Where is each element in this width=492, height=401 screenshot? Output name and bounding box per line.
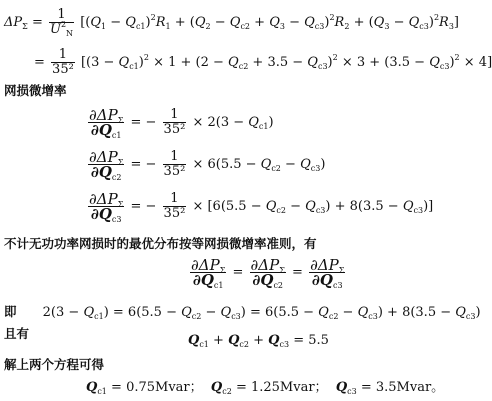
statement-equal-rate: 不计无功功率网损时的最优分布按等网损微增率准则，有 (4, 236, 317, 251)
qie-label: 且有 (4, 326, 30, 341)
derivative-qc3: $\frac{\partial\Delta P_\Sigma}{\partial Q_{c3}}$ = − $\frac{1}{\text{35²}}$ × $[6(5.5 - Q_{c2} - Q_{c3}) + 8(3.5 - Q_{c3})]$ (89, 190, 434, 224)
result-line: $Q_{c1}$ = 0.75Mvar； $Q_{c2}$ = 1.25Mvar； $Q_{c3}$ = 3.5Mvar。 (86, 380, 445, 396)
eq-loss-numeric: = $\frac{1}{\text{35²}}$ $[(3 - Q_{c1})^2 \times 1 + (2 - Q_{c2} + 3.5 - Q_{c3})^2 \times 3 + (3.5 - Q_{c3})^2 \times 4]$ (34, 47, 492, 77)
eq1-body: $[(Q_1 - Q_{c1})^2R_1 + (Q_2 - Q_{c2} + Q_3 - Q_{c3})^2R_2 + (Q_3 - Q_{c3})^2R_3]$ (80, 13, 459, 31)
ji-equation-line: 即 $2(3 - Q_{c1}) = 6(5.5 - Q_{c2} - Q_{c3}) = 6(5.5 - Q_{c2} - Q_{c3}) + 8(3.5 - Q_{c3})$ (4, 304, 481, 321)
eq2-fraction: $\frac{1}{\text{35²}}$ (52, 47, 74, 77)
sum-equation: $Q_{c1} + Q_{c2} + Q_{c3} = 5.5$ (188, 333, 329, 349)
heading-incremental-loss: 网损微增率 (4, 83, 67, 98)
equal-rate-equation: $\frac{\partial\Delta P_\Sigma}{\partial Q_{c1}}$ = $\frac{\partial\Delta P_\Sigma}{\partial Q_{c2}}$ = $\frac{\partial\Delta P_\Sigma}{\partial Q_{c3}}$ (191, 256, 345, 290)
derivative-qc1: $\frac{\partial\Delta P_\Sigma}{\partial Q_{c1}}$ = − $\frac{1}{\text{35²}}$ × $2(3 - Q_{c1})$ (89, 106, 274, 140)
derivative-qc2: $\frac{\partial\Delta P_\Sigma}{\partial Q_{c2}}$ = − $\frac{1}{\text{35²}}$ × $6(5.5 - Q_{c2} - Q_{c3})$ (89, 148, 326, 182)
solve-label: 解上两个方程可得 (4, 357, 105, 372)
eq2-body: $[(3 - Q_{c1})^2 \times 1 + (2 - Q_{c2} + 3.5 - Q_{c3})^2 \times 3 + (3.5 - Q_{c3})^2 \times 4]$ (80, 53, 492, 71)
eq1-fraction: $\frac{1}{U^2_N}$ (49, 7, 74, 38)
eq-loss-total: $\Delta P_\Sigma$ = $\frac{1}{U^2_N}$ $[(Q_1 - Q_{c1})^2R_1 + (Q_2 - Q_{c2} + Q_3 - Q_{c3})^2R_2 + (Q_3 - Q_{c3})^2R_3]$ (4, 7, 459, 38)
